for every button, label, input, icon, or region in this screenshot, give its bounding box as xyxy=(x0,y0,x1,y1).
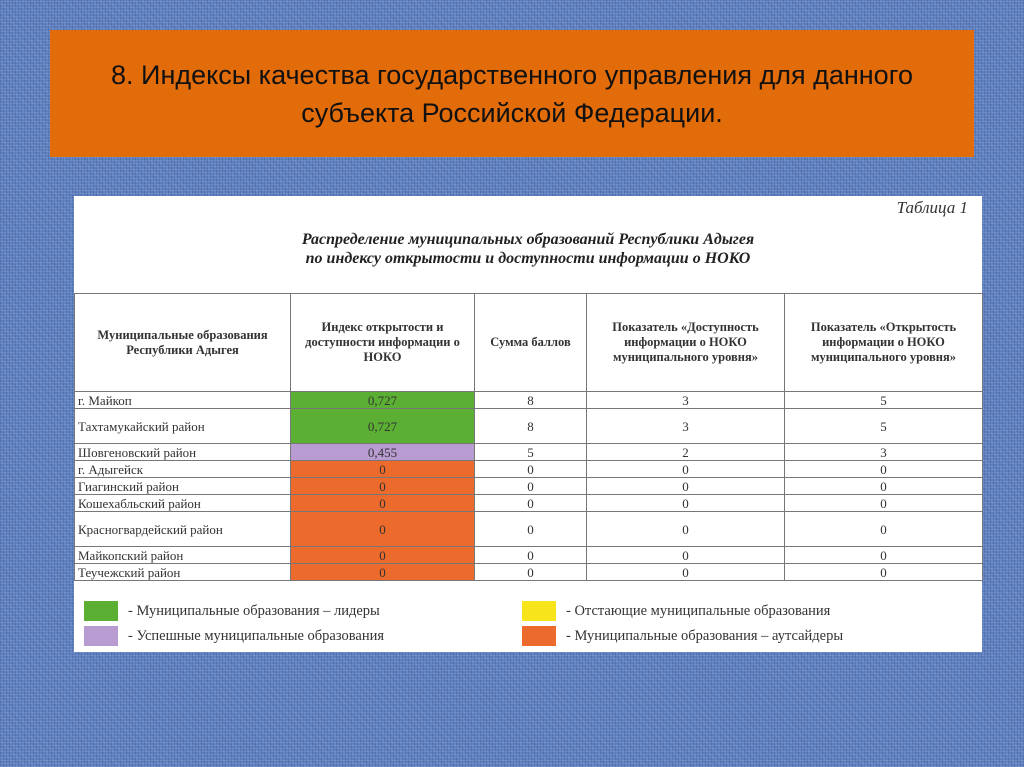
openness-score: 0 xyxy=(785,478,983,495)
legend-item-successful xyxy=(84,625,384,647)
accessibility-score: 3 xyxy=(587,392,785,409)
table-row xyxy=(75,478,983,495)
table-row xyxy=(75,547,983,564)
score-sum: 0 xyxy=(475,478,587,495)
accessibility-score: 2 xyxy=(587,444,785,461)
municipality-name: Красногвардейский район xyxy=(75,512,291,547)
table-row xyxy=(75,444,983,461)
index-value: 0 xyxy=(291,461,475,478)
score-sum: 0 xyxy=(475,564,587,581)
table-number: Таблица 1 xyxy=(896,198,968,217)
column-header: Сумма баллов xyxy=(475,294,587,392)
municipality-name: Кошехабльский район xyxy=(75,495,291,512)
index-value: 0,727 xyxy=(291,409,475,444)
legend-swatch-yellow xyxy=(522,601,556,621)
openness-score: 3 xyxy=(785,444,983,461)
legend-item-leaders xyxy=(84,600,380,622)
slide-title-box xyxy=(50,30,974,157)
table-row xyxy=(75,461,983,478)
openness-score: 0 xyxy=(785,512,983,547)
legend xyxy=(74,594,982,652)
slide-title: 8. Индексы качества государственного управления для данного субъекта Российской Федерации. xyxy=(111,59,913,128)
index-value: 0 xyxy=(291,495,475,512)
legend-item-outsiders xyxy=(522,625,843,647)
legend-swatch-orange xyxy=(522,626,556,646)
legend-item-lagging xyxy=(522,600,830,622)
table-heading xyxy=(74,230,982,268)
column-header: Показатель «Доступность информации о НОКО муниципального уровня» xyxy=(587,294,785,392)
openness-score: 5 xyxy=(785,409,983,444)
index-value: 0,455 xyxy=(291,444,475,461)
openness-score: 0 xyxy=(785,564,983,581)
municipality-name: Тахтамукайский район xyxy=(75,409,291,444)
table-heading-line-1: Распределение муниципальных образований Республики Адыгея xyxy=(301,231,755,248)
municipality-name: г. Майкоп xyxy=(75,392,291,409)
index-value: 0 xyxy=(291,564,475,581)
score-sum: 0 xyxy=(475,461,587,478)
score-sum: 8 xyxy=(475,392,587,409)
openness-score: 5 xyxy=(785,392,983,409)
table-header-row xyxy=(75,294,983,392)
score-sum: 5 xyxy=(475,444,587,461)
legend-label: - Муниципальные образования – лидеры xyxy=(128,602,380,619)
column-header: Показатель «Открытость информации о НОКО муниципального уровня» xyxy=(785,294,983,392)
openness-score: 0 xyxy=(785,461,983,478)
openness-score: 0 xyxy=(785,495,983,512)
column-header: Муниципальные образования Республики Адыгея xyxy=(75,294,291,392)
accessibility-score: 0 xyxy=(587,461,785,478)
score-sum: 0 xyxy=(475,547,587,564)
accessibility-score: 0 xyxy=(587,495,785,512)
index-value: 0 xyxy=(291,547,475,564)
municipality-name: Гиагинский район xyxy=(75,478,291,495)
index-value: 0 xyxy=(291,478,475,495)
score-sum: 0 xyxy=(475,512,587,547)
data-table xyxy=(74,293,983,581)
table-row xyxy=(75,512,983,547)
accessibility-score: 0 xyxy=(587,512,785,547)
legend-label: - Муниципальные образования – аутсайдеры xyxy=(566,627,844,644)
table-row xyxy=(75,495,983,512)
column-header: Индекс открытости и доступности информации о НОКО xyxy=(291,294,475,392)
table-heading-line-2: по индексу открытости и доступности информации о НОКО xyxy=(305,250,751,267)
score-sum: 8 xyxy=(475,409,587,444)
score-sum: 0 xyxy=(475,495,587,512)
accessibility-score: 0 xyxy=(587,564,785,581)
legend-swatch-violet xyxy=(84,626,118,646)
municipality-name: Майкопский район xyxy=(75,547,291,564)
legend-swatch-green xyxy=(84,601,118,621)
index-value: 0,727 xyxy=(291,392,475,409)
index-value: 0 xyxy=(291,512,475,547)
table-row xyxy=(75,409,983,444)
table-row xyxy=(75,564,983,581)
legend-label: - Успешные муниципальные образования xyxy=(128,627,385,644)
document-image xyxy=(74,196,982,652)
municipality-name: Теучежский район xyxy=(75,564,291,581)
accessibility-score: 0 xyxy=(587,547,785,564)
municipality-name: Шовгеновский район xyxy=(75,444,291,461)
legend-label: - Отстающие муниципальные образования xyxy=(566,602,831,619)
openness-score: 0 xyxy=(785,547,983,564)
table-row xyxy=(75,392,983,409)
municipality-name: г. Адыгейск xyxy=(75,461,291,478)
accessibility-score: 3 xyxy=(587,409,785,444)
accessibility-score: 0 xyxy=(587,478,785,495)
